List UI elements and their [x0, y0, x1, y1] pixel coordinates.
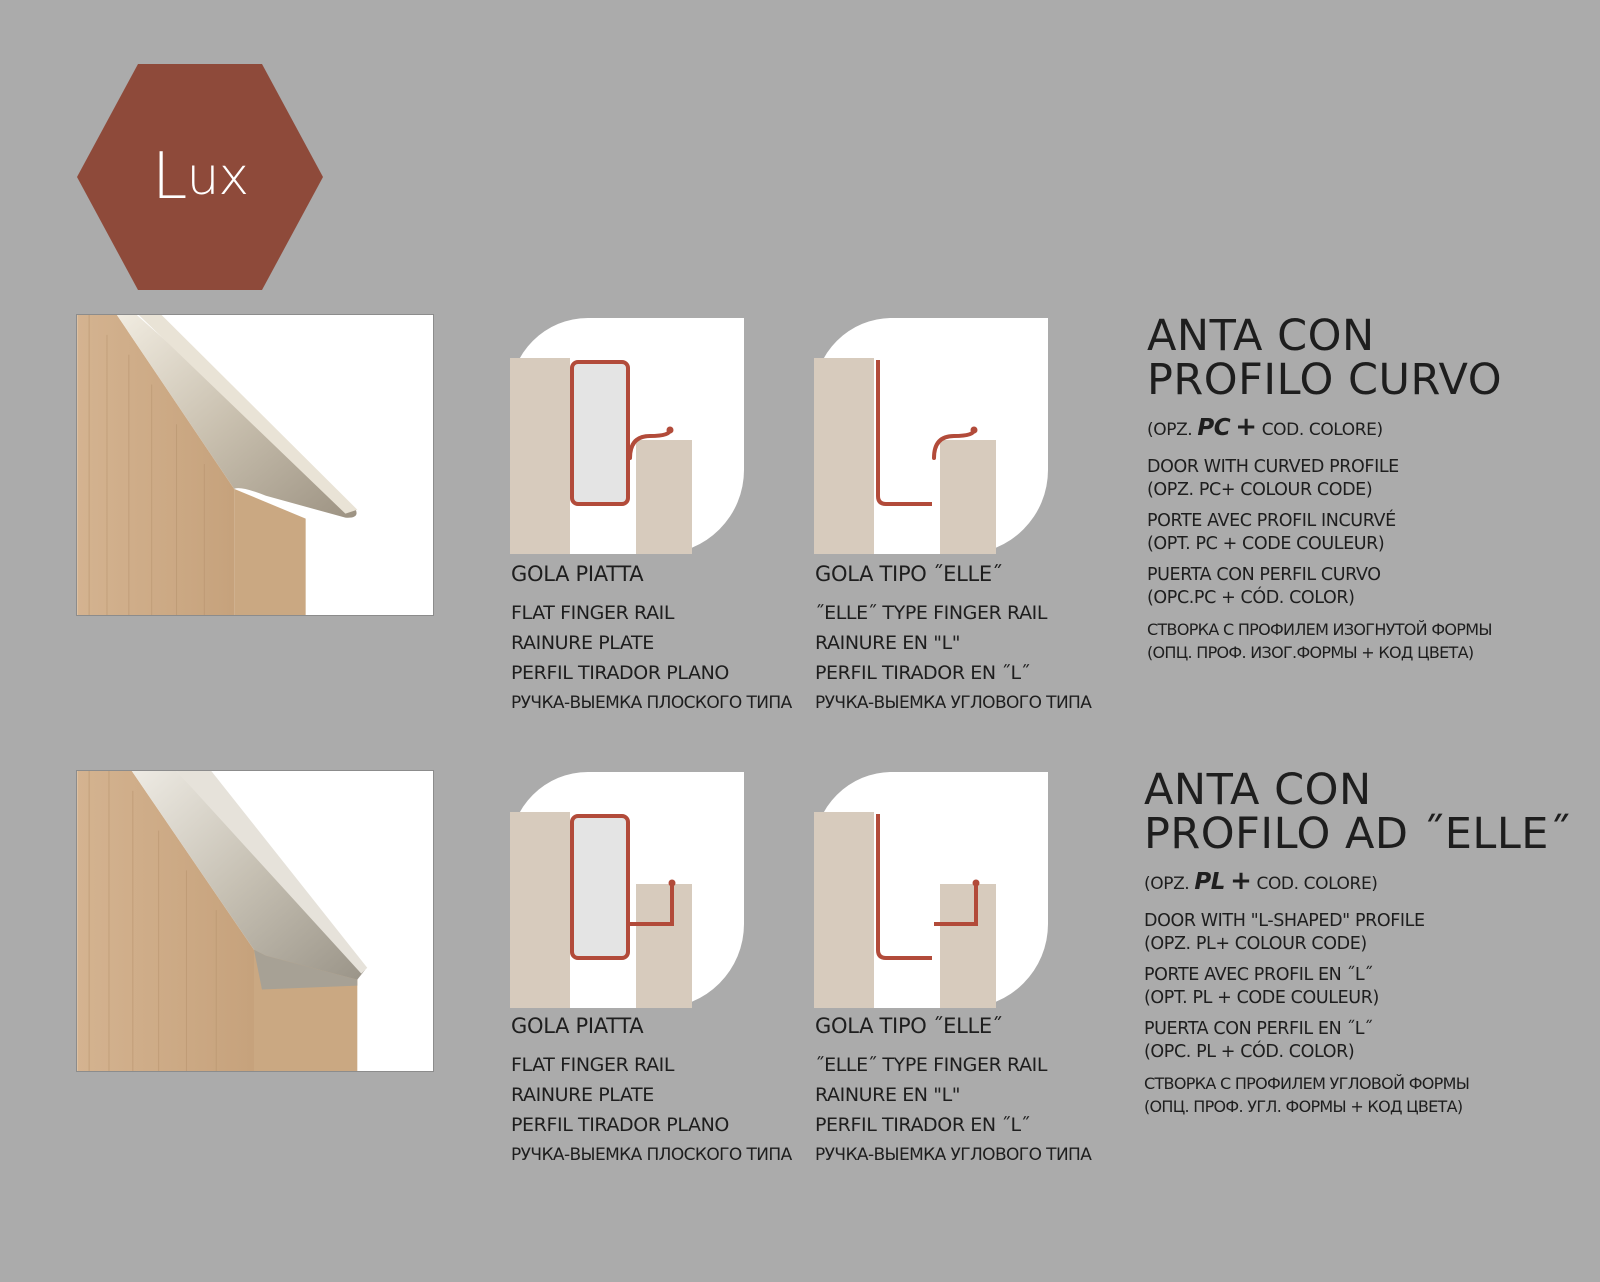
heading-elle: ANTA CON PROFILO AD ˝ELLE˝ — [1144, 765, 1571, 859]
elle-rail-cross-section — [814, 318, 1048, 554]
diagram-flat-rail-curved — [510, 318, 744, 554]
elle-profile-door-image — [77, 771, 433, 1071]
translation-fr: PORTE AVEC PROFIL EN ˝L˝ (OPT. PL + CODE COULEUR) — [1144, 965, 1379, 1008]
translation-en: DOOR WITH CURVED PROFILE (OPZ. PC+ COLOUR CODE) — [1147, 457, 1399, 500]
flat-rail-cross-section — [510, 318, 744, 554]
heading-curved: ANTA CON PROFILO CURVO — [1147, 311, 1503, 405]
translation-fr: PORTE AVEC PROFIL INCURVÉ (OPT. PC + CODE COULEUR) — [1147, 511, 1396, 554]
plus-icon: + — [1235, 412, 1257, 442]
door-photo-curved — [76, 314, 434, 616]
description-curved — [1147, 311, 1600, 672]
description-elle — [1144, 765, 1600, 1126]
caption-elle-rail-2: GOLA TIPO ˝ELLE˝ ˝ELLE˝ TYPE FINGER RAIL RAINURE EN "L" PERFIL TIRADOR EN ˝L˝ РУЧКА-ВЫЕМКА УГЛОВОГО ТИПА — [815, 1014, 1092, 1165]
translation-es: PUERTA CON PERFIL CURVO (OPC.PC + CÓD. COLOR) — [1147, 565, 1381, 608]
caption-elle-rail-1: GOLA TIPO ˝ELLE˝ ˝ELLE˝ TYPE FINGER RAIL RAINURE EN "L" PERFIL TIRADOR EN ˝L˝ РУЧКА-ВЫЕМКА УГЛОВОГО ТИПА — [815, 562, 1092, 713]
plus-icon: + — [1230, 866, 1252, 896]
diagram-flat-rail-elle — [510, 772, 744, 1008]
option-code-elle: (OPZ. PL + COD. COLORE) — [1144, 866, 1378, 896]
elle-rail-l-cross-section — [814, 772, 1048, 1008]
caption-flat-rail-2: GOLA PIATTA FLAT FINGER RAIL RAINURE PLATE PERFIL TIRADOR PLANO РУЧКА-ВЫЕМКА ПЛОСКОГО ТИПА — [511, 1014, 792, 1165]
translation-en: DOOR WITH "L-SHAPED" PROFILE (OPZ. PL+ COLOUR CODE) — [1144, 911, 1425, 954]
translation-ru: СТВОРКА С ПРОФИЛЕМ ИЗОГНУТОЙ ФОРМЫ (ОПЦ. ПРОФ. ИЗОГ.ФОРМЫ + КОД ЦВЕТА) — [1147, 620, 1492, 662]
brand-hexagon — [77, 64, 323, 290]
diagram-elle-rail-curved — [814, 318, 1048, 554]
curved-profile-door-image — [77, 315, 433, 615]
caption-flat-rail-1: GOLA PIATTA FLAT FINGER RAIL RAINURE PLATE PERFIL TIRADOR PLANO РУЧКА-ВЫЕМКА ПЛОСКОГО ТИПА — [511, 562, 792, 713]
brand-label: L ux — [151, 140, 249, 214]
option-code-curved: (OPZ. PC + COD. COLORE) — [1147, 412, 1383, 442]
translation-es: PUERTA CON PERFIL EN ˝L˝ (OPC. PL + CÓD. COLOR) — [1144, 1019, 1373, 1062]
diagram-elle-rail-elle — [814, 772, 1048, 1008]
door-photo-elle — [76, 770, 434, 1072]
translation-ru: СТВОРКА С ПРОФИЛЕМ УГЛОВОЙ ФОРМЫ (ОПЦ. ПРОФ. УГЛ. ФОРМЫ + КОД ЦВЕТА) — [1144, 1074, 1470, 1116]
flat-rail-l-cross-section — [510, 772, 744, 1008]
